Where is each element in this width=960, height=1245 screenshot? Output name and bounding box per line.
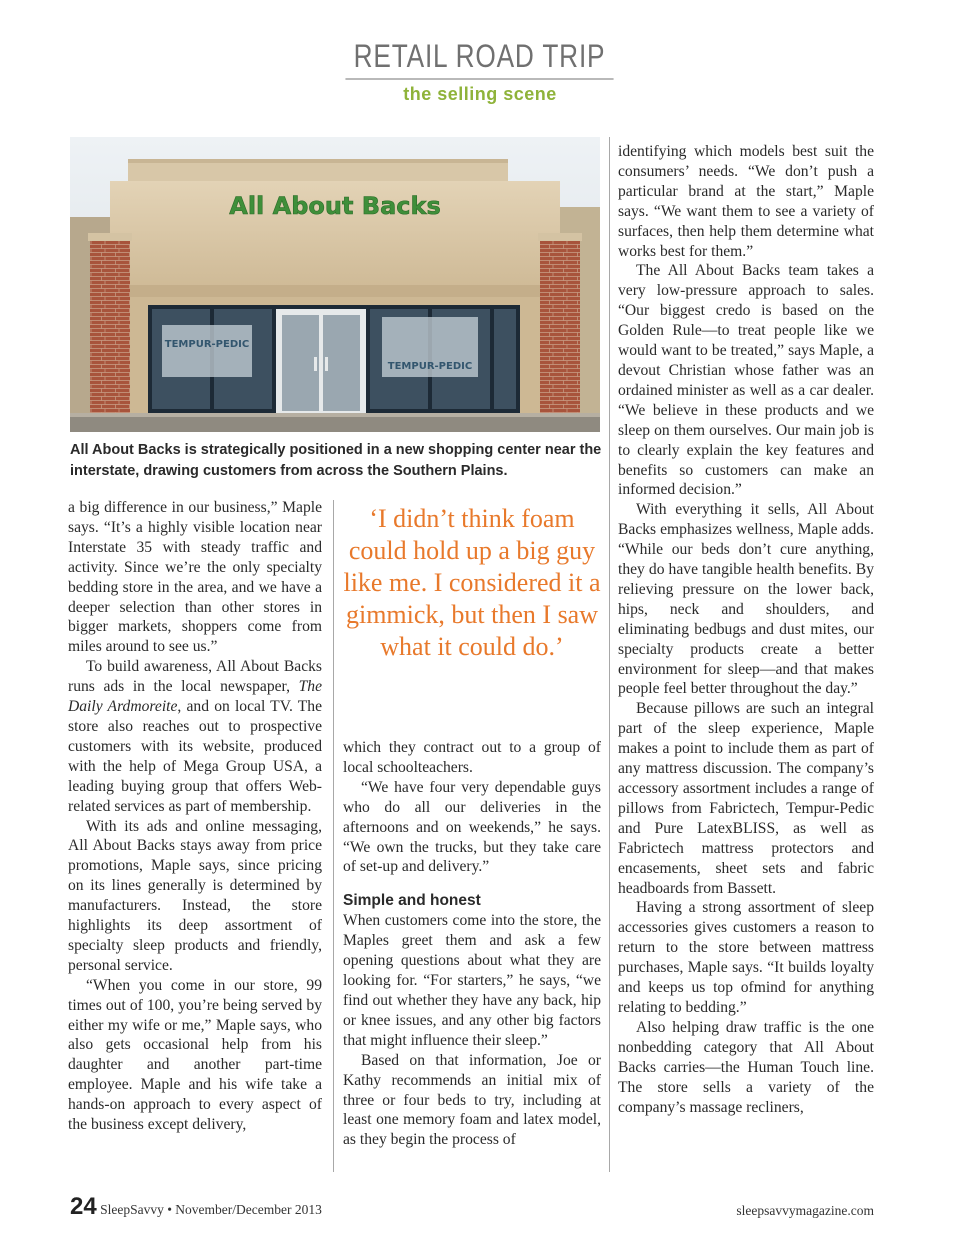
paragraph: The All About Backs team takes a very low-pressure approach to sales. “Our biggest credo is based on the Golden Rule—to treat people like we would want to be treated,” says Maple, a devout Christian whose father was an ordained minister as well as a car dealer. “We believe in these products and we sleep on them ourselves. Our main job is to clearly explain the key features and benefits so customers can make an informed decision.” [618,262,874,499]
subheading: Simple and honest [343,892,481,910]
paragraph: When customers come into the store, the Maples greet them and ask a few opening questions about what they are looking for. “For starters,” he says, “we find out whether they have any back, hip or knee issues, and any other big factors that might influence their sleep.” [343,912,601,1049]
column-divider [609,137,610,1172]
paragraph: With its ads and online messaging, All About Backs stays away from price promotions, Maple says, since pricing on its lines generally is determined by manufacturers. Instead, the store highlights its deep assortment of specialty sleep products and friendly, personal service. [68,817,322,974]
article-column-2 [343,738,601,1150]
paragraph: identifying which models best suit the consumers’ needs. “We don’t push a particular brand at the start,” Maple says. “We want them to see a variety of surfaces, then help them determine what works best for them.” [618,143,874,260]
publication-info: SleepSavvy • November/December 2013 [100,1202,322,1217]
storefront-photo [70,137,600,432]
paragraph: With everything it sells, All About Backs emphasizes wellness, Maple adds. “While our beds don’t cure anything, they do have tangible health benefits. By relieving pressure on the lower back, hips, neck and shoulders, and eliminating bedbugs and dust mites, our specialty products create a better environment for sleep—and that makes people feel better throughout the day.” [618,501,874,698]
paragraph: a big difference in our business,” Maple says. “It’s a highly visible location near Interstate 35 with steady traffic and activity. Since we’re the only specialty bedding store in the area, and we have a deeper selection than other stores in bigger markets, shoppers come from miles around to see us.” [68,499,322,656]
website-link[interactable]: sleepsavvymagazine.com [736,1203,874,1218]
storefront-illustration [70,137,600,432]
section-subtitle: the selling scene [403,83,557,104]
section-title: RETAIL ROAD TRIP [346,40,614,80]
window-brand-left: TEMPUR-PEDIC [164,339,250,350]
article-column-3 [618,142,874,1117]
paragraph: To build awareness, All About Backs runs ads in the local newspaper, The Daily Ardmoreite, and on local TV. The store also reaches out to prospective customers with its website, produced with the help of Mega Group USA, a leading buying group that offers Web-related services as part of membership. [68,658,322,815]
page-footer [70,1193,874,1225]
window-brand-right: TEMPUR-PEDIC [387,361,473,372]
pull-quote: ‘I didn’t think foam could hold up a big guy like me. I considered it a gimmick, but then I saw what it could do.’ [343,504,601,661]
paragraph: Because pillows are such an integral part of the sleep experience, Maple makes a point to include them as part of any mattress discussion. The company’s accessory assortment includes a range of pillows from Fabrictech, Tempur-Pedic and Pure LatexBLISS, as well as Fabrictech mattress protectors and encasements, sheet sets and fabric headboards from Bassett. [618,700,874,897]
footer-left [70,1193,322,1221]
photo-caption: All About Backs is strategically positioned in a new shopping center near the interstate, drawing customers from across the Southern Plains. [70,442,602,479]
store-sign: All About Backs [229,192,441,220]
column-divider [333,500,334,1172]
paragraph: “We have four very dependable guys who do all our deliveries in the afternoons and on weekends,” he says. “We own the trucks, but they take care of set-up and delivery.” [343,778,601,876]
paragraph: Having a strong assortment of sleep accessories gives customers a reason to return to the store between mattress purchases, Maple says. “It builds loyalty and keeps us top ofmind for anything relating to bedding.” [618,899,874,1016]
paragraph: Based on that information, Joe or Kathy recommends an initial mix of three or four beds to try, including at least one memory foam and latex model, as they begin the process of [343,1051,601,1149]
article-column-1 [68,498,322,1135]
paragraph: which they contract out to a group of local schoolteachers. [343,739,601,776]
page-header [0,40,960,105]
paragraph: Also helping draw traffic is the one nonbedding category that All About Backs carries—the Human Touch line. The store sells a variety of the company’s massage recliners, [618,1018,874,1116]
page-number: 24 [70,1193,97,1220]
newspaper-title: The Daily Ardmoreite [68,678,322,716]
paragraph: “When you come in our store, 99 times out of 100, you’re being served by either my wife or me,” Maple says, who also gets occasional help from his daughter and another part-time employee. Maple and his wife take a hands-on approach to every aspect of the business except delivery, [68,976,322,1134]
